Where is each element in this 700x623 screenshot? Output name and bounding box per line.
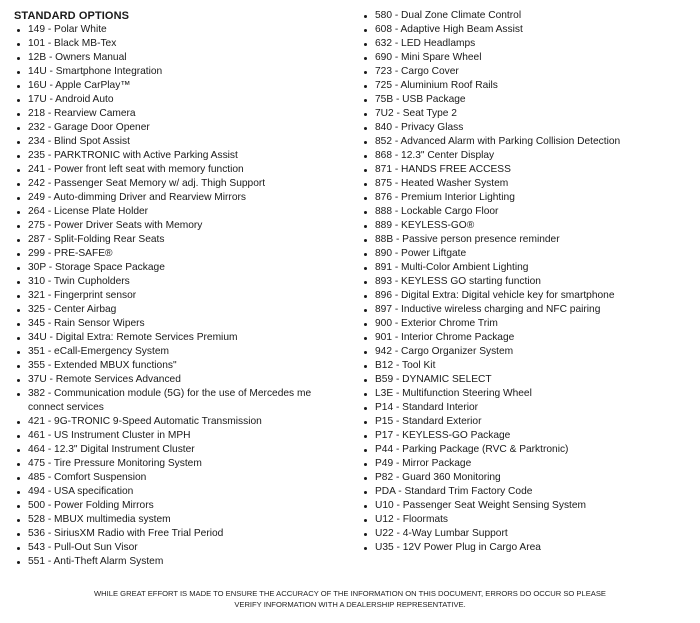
option-item: 500 - Power Folding Mirrors (14, 499, 354, 513)
option-item: 889 - KEYLESS-GO® (361, 219, 697, 233)
option-item: U22 - 4-Way Lumbar Support (361, 527, 697, 541)
option-item: B59 - DYNAMIC SELECT (361, 373, 697, 387)
option-item: P15 - Standard Exterior (361, 415, 697, 429)
option-item: 461 - US Instrument Cluster in MPH (14, 429, 354, 443)
option-item: 723 - Cargo Cover (361, 65, 697, 79)
option-item: 149 - Polar White (14, 23, 354, 37)
option-item: 580 - Dual Zone Climate Control (361, 9, 697, 23)
option-item: P44 - Parking Package (RVC & Parktronic) (361, 443, 697, 457)
option-item: 37U - Remote Services Advanced (14, 373, 354, 387)
option-item: 690 - Mini Spare Wheel (361, 51, 697, 65)
option-item: 299 - PRE-SAFE® (14, 247, 354, 261)
option-item: 88B - Passive person presence reminder (361, 233, 697, 247)
option-item: 528 - MBUX multimedia system (14, 513, 354, 527)
option-item: 897 - Inductive wireless charging and NFC pairing (361, 303, 697, 317)
option-item: 16U - Apple CarPlay™ (14, 79, 354, 93)
option-item: 232 - Garage Door Opener (14, 121, 354, 135)
option-item: 321 - Fingerprint sensor (14, 289, 354, 303)
option-item: 242 - Passenger Seat Memory w/ adj. Thigh Support (14, 177, 354, 191)
option-item: P49 - Mirror Package (361, 457, 697, 471)
option-item: 632 - LED Headlamps (361, 37, 697, 51)
option-item: 382 - Communication module (5G) for the use of Mercedes me connect services (14, 387, 348, 415)
option-item: 485 - Comfort Suspension (14, 471, 354, 485)
option-item: 893 - KEYLESS GO starting function (361, 275, 697, 289)
option-item: 7U2 - Seat Type 2 (361, 107, 697, 121)
option-item: 12B - Owners Manual (14, 51, 354, 65)
options-column-right (361, 9, 697, 555)
option-item: 551 - Anti-Theft Alarm System (14, 555, 354, 569)
section-title: STANDARD OPTIONS (14, 10, 130, 22)
disclaimer: WHILE GREAT EFFORT IS MADE TO ENSURE THE ACCURACY OF THE INFORMATION ON THIS DOCUMENT, ERRORS DO OCCUR SO PLEASE VERIFY INFORMATION WITH A DEALERSHIP REPRESENTATIVE. (94, 589, 606, 609)
option-item: 310 - Twin Cupholders (14, 275, 354, 289)
option-item: 901 - Interior Chrome Package (361, 331, 697, 345)
option-item: 235 - PARKTRONIC with Active Parking Assist (14, 149, 354, 163)
option-item: U12 - Floormats (361, 513, 697, 527)
option-item: 888 - Lockable Cargo Floor (361, 205, 697, 219)
option-item: 890 - Power Liftgate (361, 247, 697, 261)
options-list-right (361, 9, 697, 555)
options-column-left (14, 9, 354, 569)
option-item: 30P - Storage Space Package (14, 261, 354, 275)
option-item: 34U - Digital Extra: Remote Services Premium (14, 331, 354, 345)
option-item: 351 - eCall-Emergency System (14, 345, 354, 359)
option-item: 871 - HANDS FREE ACCESS (361, 163, 697, 177)
option-item: 421 - 9G-TRONIC 9-Speed Automatic Transmission (14, 415, 354, 429)
option-item: 900 - Exterior Chrome Trim (361, 317, 697, 331)
option-item: 494 - USA specification (14, 485, 354, 499)
option-item: 543 - Pull-Out Sun Visor (14, 541, 354, 555)
option-item: 896 - Digital Extra: Digital vehicle key for smartphone (361, 289, 697, 303)
option-item: 218 - Rearview Camera (14, 107, 354, 121)
option-item: 264 - License Plate Holder (14, 205, 354, 219)
option-item: 249 - Auto-dimming Driver and Rearview Mirrors (14, 191, 354, 205)
option-item: B12 - Tool Kit (361, 359, 697, 373)
options-list-left (14, 23, 354, 569)
option-item: 725 - Aluminium Roof Rails (361, 79, 697, 93)
option-item: P17 - KEYLESS-GO Package (361, 429, 697, 443)
option-item: 475 - Tire Pressure Monitoring System (14, 457, 354, 471)
option-item: 875 - Heated Washer System (361, 177, 697, 191)
option-item: 241 - Power front left seat with memory function (14, 163, 354, 177)
option-item: 275 - Power Driver Seats with Memory (14, 219, 354, 233)
option-item: 287 - Split-Folding Rear Seats (14, 233, 354, 247)
option-item: P82 - Guard 360 Monitoring (361, 471, 697, 485)
option-item: U35 - 12V Power Plug in Cargo Area (361, 541, 697, 555)
option-item: P14 - Standard Interior (361, 401, 697, 415)
option-item: 876 - Premium Interior Lighting (361, 191, 697, 205)
option-item: L3E - Multifunction Steering Wheel (361, 387, 697, 401)
option-item: 355 - Extended MBUX functions" (14, 359, 354, 373)
option-item: 868 - 12.3" Center Display (361, 149, 697, 163)
option-item: 17U - Android Auto (14, 93, 354, 107)
option-item: 608 - Adaptive High Beam Assist (361, 23, 697, 37)
option-item: 536 - SiriusXM Radio with Free Trial Period (14, 527, 354, 541)
option-item: PDA - Standard Trim Factory Code (361, 485, 697, 499)
option-item: 234 - Blind Spot Assist (14, 135, 354, 149)
option-item: 942 - Cargo Organizer System (361, 345, 697, 359)
option-item: 101 - Black MB-Tex (14, 37, 354, 51)
option-item: 325 - Center Airbag (14, 303, 354, 317)
option-item: 840 - Privacy Glass (361, 121, 697, 135)
option-item: 75B - USB Package (361, 93, 697, 107)
option-item: 464 - 12.3" Digital Instrument Cluster (14, 443, 354, 457)
option-item: U10 - Passenger Seat Weight Sensing System (361, 499, 697, 513)
option-item: 14U - Smartphone Integration (14, 65, 354, 79)
option-item: 891 - Multi-Color Ambient Lighting (361, 261, 697, 275)
option-item: 345 - Rain Sensor Wipers (14, 317, 354, 331)
option-item: 852 - Advanced Alarm with Parking Collision Detection (361, 135, 697, 149)
